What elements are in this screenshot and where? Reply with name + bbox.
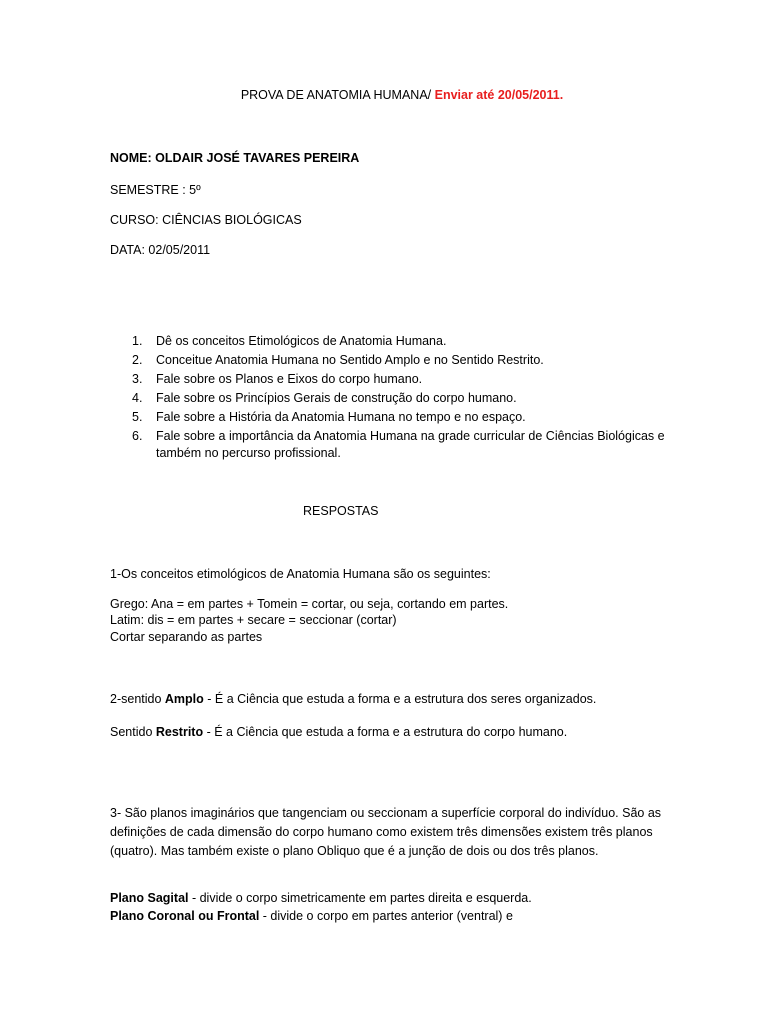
answer-1-cortar: Cortar separando as partes — [110, 630, 263, 644]
answer-2-restrito: Sentido Restrito - É a Ciência que estuda a forma e a estrutura do corpo humano. — [110, 725, 568, 739]
question-item: 6. Fale sobre a importância da Anatomia Humana na grade curricular de Ciências Biológicas e também no percurso profissional. — [132, 429, 665, 460]
answer-2-amplo: 2-sentido Amplo - É a Ciência que estuda a forma e a estrutura dos seres organizados. — [110, 692, 597, 706]
answer-1-intro: 1-Os conceitos etimológicos de Anatomia Humana são os seguintes: — [110, 567, 491, 581]
question-item: 2. Conceitue Anatomia Humana no Sentido Amplo e no Sentido Restrito. — [132, 353, 544, 367]
question-item: 3. Fale sobre os Planos e Eixos do corpo humano. — [132, 372, 423, 386]
student-name: NOME: OLDAIR JOSÉ TAVARES PEREIRA — [110, 151, 360, 165]
title-text: PROVA DE ANATOMIA HUMANA/ — [240, 88, 435, 102]
respostas-heading: RESPOSTAS — [303, 504, 379, 518]
answer-1-latim: Latim: dis = em partes + secare = seccionar (cortar) — [110, 613, 397, 627]
answer-3-paragraph: 3- São planos imaginários que tangenciam ou seccionam a superfície corporal do indivíduo. São as definições de cada dimensão do corpo humano como existem três dimensões existem três planos (quatro). Mas também existe o plano Obliquo que é a junção de dois ou dos três planos. — [110, 806, 662, 858]
question-item: 5. Fale sobre a História da Anatomia Humana no tempo e no espaço. — [132, 410, 526, 424]
date: DATA: 02/05/2011 — [110, 243, 211, 257]
deadline-text: Enviar até 20/05/2011. — [434, 88, 564, 102]
document-title — [0, 87, 768, 104]
answer-3-sagital: Plano Sagital - divide o corpo simetricamente em partes direita e esquerda. — [110, 891, 532, 905]
answer-3-coronal: Plano Coronal ou Frontal - divide o corpo em partes anterior (ventral) e — [110, 909, 513, 923]
answer-1-grego: Grego: Ana = em partes + Tomein = cortar, ou seja, cortando em partes. — [110, 597, 509, 611]
question-item: 1. Dê os conceitos Etimológicos de Anatomia Humana. — [132, 334, 447, 348]
question-item: 4. Fale sobre os Princípios Gerais de construção do corpo humano. — [132, 391, 517, 405]
course: CURSO: CIÊNCIAS BIOLÓGICAS — [110, 213, 302, 227]
question-list — [110, 333, 670, 464]
semester: SEMESTRE : 5º — [110, 183, 201, 197]
